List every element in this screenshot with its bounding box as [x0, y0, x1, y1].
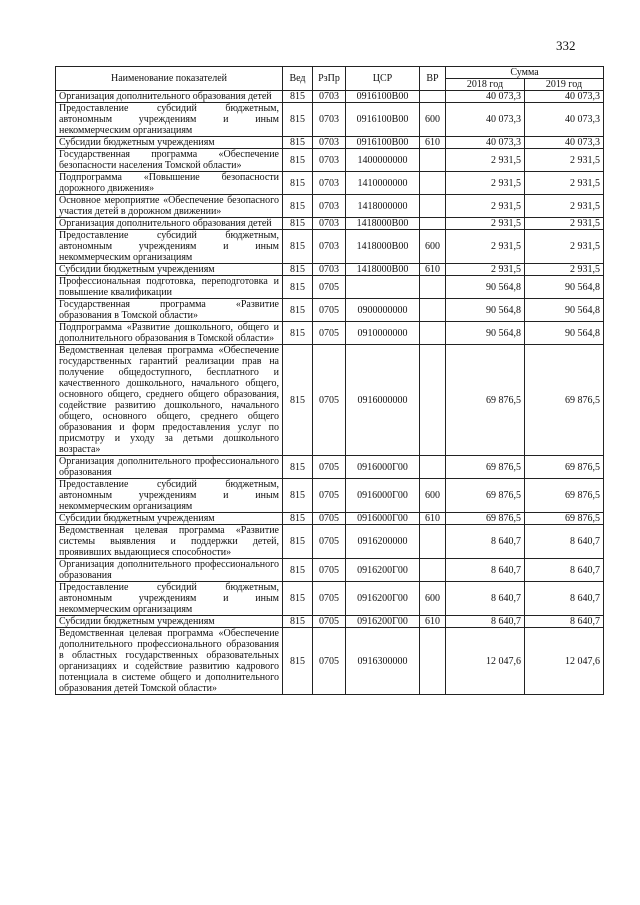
cell-amount-2019: 12 047,6 — [525, 628, 604, 695]
cell-ved: 815 — [283, 103, 313, 137]
cell-name: Государственная программа «Обеспечение безопасности населения Томской области» — [56, 149, 283, 172]
cell-name: Ведомственная целевая программа «Развитие системы выявления и поддержки детей, проявивших выдающиеся способности» — [56, 525, 283, 559]
cell-rzpr: 0703 — [313, 195, 346, 218]
table-row — [56, 149, 604, 172]
cell-csr: 0916200Г00 — [346, 582, 420, 616]
cell-amount-2019: 69 876,5 — [525, 479, 604, 513]
cell-csr: 0900000000 — [346, 299, 420, 322]
cell-amount-2018: 90 564,8 — [446, 322, 525, 345]
cell-amount-2018: 69 876,5 — [446, 479, 525, 513]
table-row — [56, 195, 604, 218]
header-vr: ВР — [420, 67, 446, 91]
cell-vr — [420, 559, 446, 582]
cell-amount-2018: 69 876,5 — [446, 456, 525, 479]
cell-csr: 1418000В00 — [346, 264, 420, 276]
cell-ved: 815 — [283, 582, 313, 616]
cell-vr: 610 — [420, 513, 446, 525]
cell-amount-2019: 40 073,3 — [525, 137, 604, 149]
table-row — [56, 137, 604, 149]
cell-rzpr: 0705 — [313, 628, 346, 695]
cell-vr — [420, 345, 446, 456]
table-row — [56, 513, 604, 525]
cell-vr — [420, 276, 446, 299]
cell-rzpr: 0705 — [313, 616, 346, 628]
cell-ved: 815 — [283, 230, 313, 264]
cell-vr — [420, 172, 446, 195]
cell-rzpr: 0705 — [313, 345, 346, 456]
cell-amount-2019: 40 073,3 — [525, 103, 604, 137]
cell-amount-2018: 2 931,5 — [446, 149, 525, 172]
cell-amount-2019: 8 640,7 — [525, 559, 604, 582]
header-name: Наименование показателей — [56, 67, 283, 91]
cell-name: Субсидии бюджетным учреждениям — [56, 137, 283, 149]
table-row — [56, 299, 604, 322]
cell-rzpr: 0703 — [313, 218, 346, 230]
cell-name: Профессиональная подготовка, переподготовка и повышение квалификации — [56, 276, 283, 299]
cell-name: Основное мероприятие «Обеспечение безопасного участия детей в дорожном движении» — [56, 195, 283, 218]
cell-ved: 815 — [283, 218, 313, 230]
cell-vr — [420, 628, 446, 695]
cell-csr: 0916200Г00 — [346, 616, 420, 628]
cell-amount-2019: 2 931,5 — [525, 172, 604, 195]
cell-amount-2018: 40 073,3 — [446, 103, 525, 137]
cell-name: Субсидии бюджетным учреждениям — [56, 264, 283, 276]
cell-amount-2018: 2 931,5 — [446, 230, 525, 264]
table-row — [56, 479, 604, 513]
cell-ved: 815 — [283, 195, 313, 218]
header-csr: ЦСР — [346, 67, 420, 91]
cell-amount-2018: 90 564,8 — [446, 276, 525, 299]
table-row — [56, 103, 604, 137]
table-row — [56, 276, 604, 299]
header-ved: Вед — [283, 67, 313, 91]
cell-vr — [420, 91, 446, 103]
cell-amount-2019: 2 931,5 — [525, 264, 604, 276]
cell-csr: 0916000Г00 — [346, 513, 420, 525]
cell-amount-2019: 69 876,5 — [525, 513, 604, 525]
cell-csr: 1418000В00 — [346, 230, 420, 264]
cell-vr — [420, 299, 446, 322]
table-row — [56, 91, 604, 103]
cell-amount-2019: 40 073,3 — [525, 91, 604, 103]
header-year-2019: 2019 год — [525, 79, 604, 91]
cell-amount-2018: 40 073,3 — [446, 137, 525, 149]
cell-name: Организация дополнительного образования детей — [56, 91, 283, 103]
cell-amount-2018: 69 876,5 — [446, 513, 525, 525]
cell-ved: 815 — [283, 513, 313, 525]
cell-ved: 815 — [283, 299, 313, 322]
cell-amount-2018: 8 640,7 — [446, 582, 525, 616]
cell-rzpr: 0703 — [313, 172, 346, 195]
cell-rzpr: 0703 — [313, 137, 346, 149]
cell-name: Организация дополнительного образования детей — [56, 218, 283, 230]
page-number: 332 — [556, 38, 576, 53]
cell-csr: 1418000В00 — [346, 218, 420, 230]
cell-rzpr: 0705 — [313, 525, 346, 559]
cell-rzpr: 0705 — [313, 299, 346, 322]
cell-amount-2018: 8 640,7 — [446, 559, 525, 582]
cell-amount-2018: 69 876,5 — [446, 345, 525, 456]
table-row — [56, 616, 604, 628]
cell-vr — [420, 218, 446, 230]
cell-rzpr: 0705 — [313, 559, 346, 582]
cell-rzpr: 0705 — [313, 322, 346, 345]
cell-csr: 1418000000 — [346, 195, 420, 218]
cell-name: Предоставление субсидий бюджетным, автономным учреждениям и иным некоммерческим организациям — [56, 103, 283, 137]
cell-csr: 0916200000 — [346, 525, 420, 559]
cell-name: Субсидии бюджетным учреждениям — [56, 513, 283, 525]
cell-amount-2019: 90 564,8 — [525, 276, 604, 299]
cell-ved: 815 — [283, 322, 313, 345]
cell-name: Государственная программа «Развитие образования в Томской области» — [56, 299, 283, 322]
table-row — [56, 345, 604, 456]
cell-amount-2019: 69 876,5 — [525, 456, 604, 479]
cell-name: Предоставление субсидий бюджетным, автономным учреждениям и иным некоммерческим организациям — [56, 582, 283, 616]
cell-vr — [420, 322, 446, 345]
header-year-2018: 2018 год — [446, 79, 525, 91]
header-rzpr: РзПр — [313, 67, 346, 91]
cell-rzpr: 0703 — [313, 230, 346, 264]
cell-ved: 815 — [283, 525, 313, 559]
cell-vr — [420, 149, 446, 172]
cell-rzpr: 0705 — [313, 479, 346, 513]
table-row — [56, 456, 604, 479]
table-row — [56, 218, 604, 230]
cell-ved: 815 — [283, 628, 313, 695]
cell-ved: 815 — [283, 616, 313, 628]
cell-csr: 1410000000 — [346, 172, 420, 195]
cell-amount-2019: 2 931,5 — [525, 149, 604, 172]
cell-vr — [420, 525, 446, 559]
cell-amount-2018: 2 931,5 — [446, 172, 525, 195]
cell-csr: 0916300000 — [346, 628, 420, 695]
table-row — [56, 628, 604, 695]
cell-csr: 0916200Г00 — [346, 559, 420, 582]
cell-ved: 815 — [283, 479, 313, 513]
cell-rzpr: 0703 — [313, 103, 346, 137]
cell-ved: 815 — [283, 264, 313, 276]
cell-amount-2018: 2 931,5 — [446, 195, 525, 218]
cell-amount-2018: 8 640,7 — [446, 525, 525, 559]
cell-csr: 0916000Г00 — [346, 456, 420, 479]
cell-csr — [346, 276, 420, 299]
cell-vr: 600 — [420, 230, 446, 264]
cell-amount-2018: 40 073,3 — [446, 91, 525, 103]
cell-amount-2018: 2 931,5 — [446, 218, 525, 230]
cell-csr: 0910000000 — [346, 322, 420, 345]
cell-name: Ведомственная целевая программа «Обеспечение дополнительного профессионального образования в областных государственных образовательных организациях и содействие развитию кадрового потенциала в системе общего и дополнительного образования детей Томской области» — [56, 628, 283, 695]
cell-amount-2018: 12 047,6 — [446, 628, 525, 695]
cell-rzpr: 0703 — [313, 91, 346, 103]
table-row — [56, 525, 604, 559]
cell-name: Предоставление субсидий бюджетным, автономным учреждениям и иным некоммерческим организациям — [56, 479, 283, 513]
cell-amount-2019: 69 876,5 — [525, 345, 604, 456]
cell-vr — [420, 195, 446, 218]
cell-csr: 0916000000 — [346, 345, 420, 456]
cell-amount-2018: 8 640,7 — [446, 616, 525, 628]
cell-amount-2019: 2 931,5 — [525, 195, 604, 218]
cell-ved: 815 — [283, 559, 313, 582]
cell-ved: 815 — [283, 91, 313, 103]
cell-csr: 0916000Г00 — [346, 479, 420, 513]
cell-vr: 600 — [420, 582, 446, 616]
table-row — [56, 230, 604, 264]
cell-csr: 0916100В00 — [346, 103, 420, 137]
cell-vr: 610 — [420, 264, 446, 276]
cell-csr: 0916100В00 — [346, 91, 420, 103]
cell-rzpr: 0705 — [313, 456, 346, 479]
table-header — [56, 67, 604, 91]
table-row — [56, 172, 604, 195]
cell-ved: 815 — [283, 172, 313, 195]
cell-ved: 815 — [283, 149, 313, 172]
cell-rzpr: 0705 — [313, 513, 346, 525]
cell-rzpr: 0705 — [313, 582, 346, 616]
cell-ved: 815 — [283, 276, 313, 299]
table-body — [56, 91, 604, 695]
cell-amount-2018: 90 564,8 — [446, 299, 525, 322]
cell-amount-2019: 8 640,7 — [525, 616, 604, 628]
cell-amount-2019: 2 931,5 — [525, 218, 604, 230]
cell-amount-2019: 8 640,7 — [525, 525, 604, 559]
cell-name: Ведомственная целевая программа «Обеспечение государственных гарантий реализации прав на получение общедоступного, бесплатного и качественного дошкольного, начального общего, основного общего, среднего общего образования, содействие развитию дошкольного, начального общего, основного общего, среднего общего образования и форм предоставления услуг по присмотру и уходу за детьми дошкольного возраста» — [56, 345, 283, 456]
cell-amount-2019: 90 564,8 — [525, 299, 604, 322]
cell-vr: 600 — [420, 103, 446, 137]
cell-vr: 610 — [420, 137, 446, 149]
cell-ved: 815 — [283, 345, 313, 456]
cell-csr: 1400000000 — [346, 149, 420, 172]
cell-csr: 0916100В00 — [346, 137, 420, 149]
table-row — [56, 582, 604, 616]
cell-name: Предоставление субсидий бюджетным, автономным учреждениям и иным некоммерческим организациям — [56, 230, 283, 264]
cell-vr: 600 — [420, 479, 446, 513]
cell-name: Организация дополнительного профессионального образования — [56, 456, 283, 479]
cell-amount-2019: 8 640,7 — [525, 582, 604, 616]
cell-rzpr: 0705 — [313, 276, 346, 299]
table-row — [56, 322, 604, 345]
cell-name: Субсидии бюджетным учреждениям — [56, 616, 283, 628]
budget-table — [55, 66, 604, 695]
cell-name: Организация дополнительного профессионального образования — [56, 559, 283, 582]
table-row — [56, 264, 604, 276]
header-sum: Сумма — [446, 67, 604, 79]
cell-vr — [420, 456, 446, 479]
cell-ved: 815 — [283, 137, 313, 149]
cell-rzpr: 0703 — [313, 149, 346, 172]
cell-name: Подпрограмма «Развитие дошкольного, общего и дополнительного образования в Томской области» — [56, 322, 283, 345]
table-row — [56, 559, 604, 582]
cell-amount-2019: 2 931,5 — [525, 230, 604, 264]
cell-vr: 610 — [420, 616, 446, 628]
cell-amount-2019: 90 564,8 — [525, 322, 604, 345]
cell-ved: 815 — [283, 456, 313, 479]
cell-amount-2018: 2 931,5 — [446, 264, 525, 276]
cell-rzpr: 0703 — [313, 264, 346, 276]
cell-name: Подпрограмма «Повышение безопасности дорожного движения» — [56, 172, 283, 195]
